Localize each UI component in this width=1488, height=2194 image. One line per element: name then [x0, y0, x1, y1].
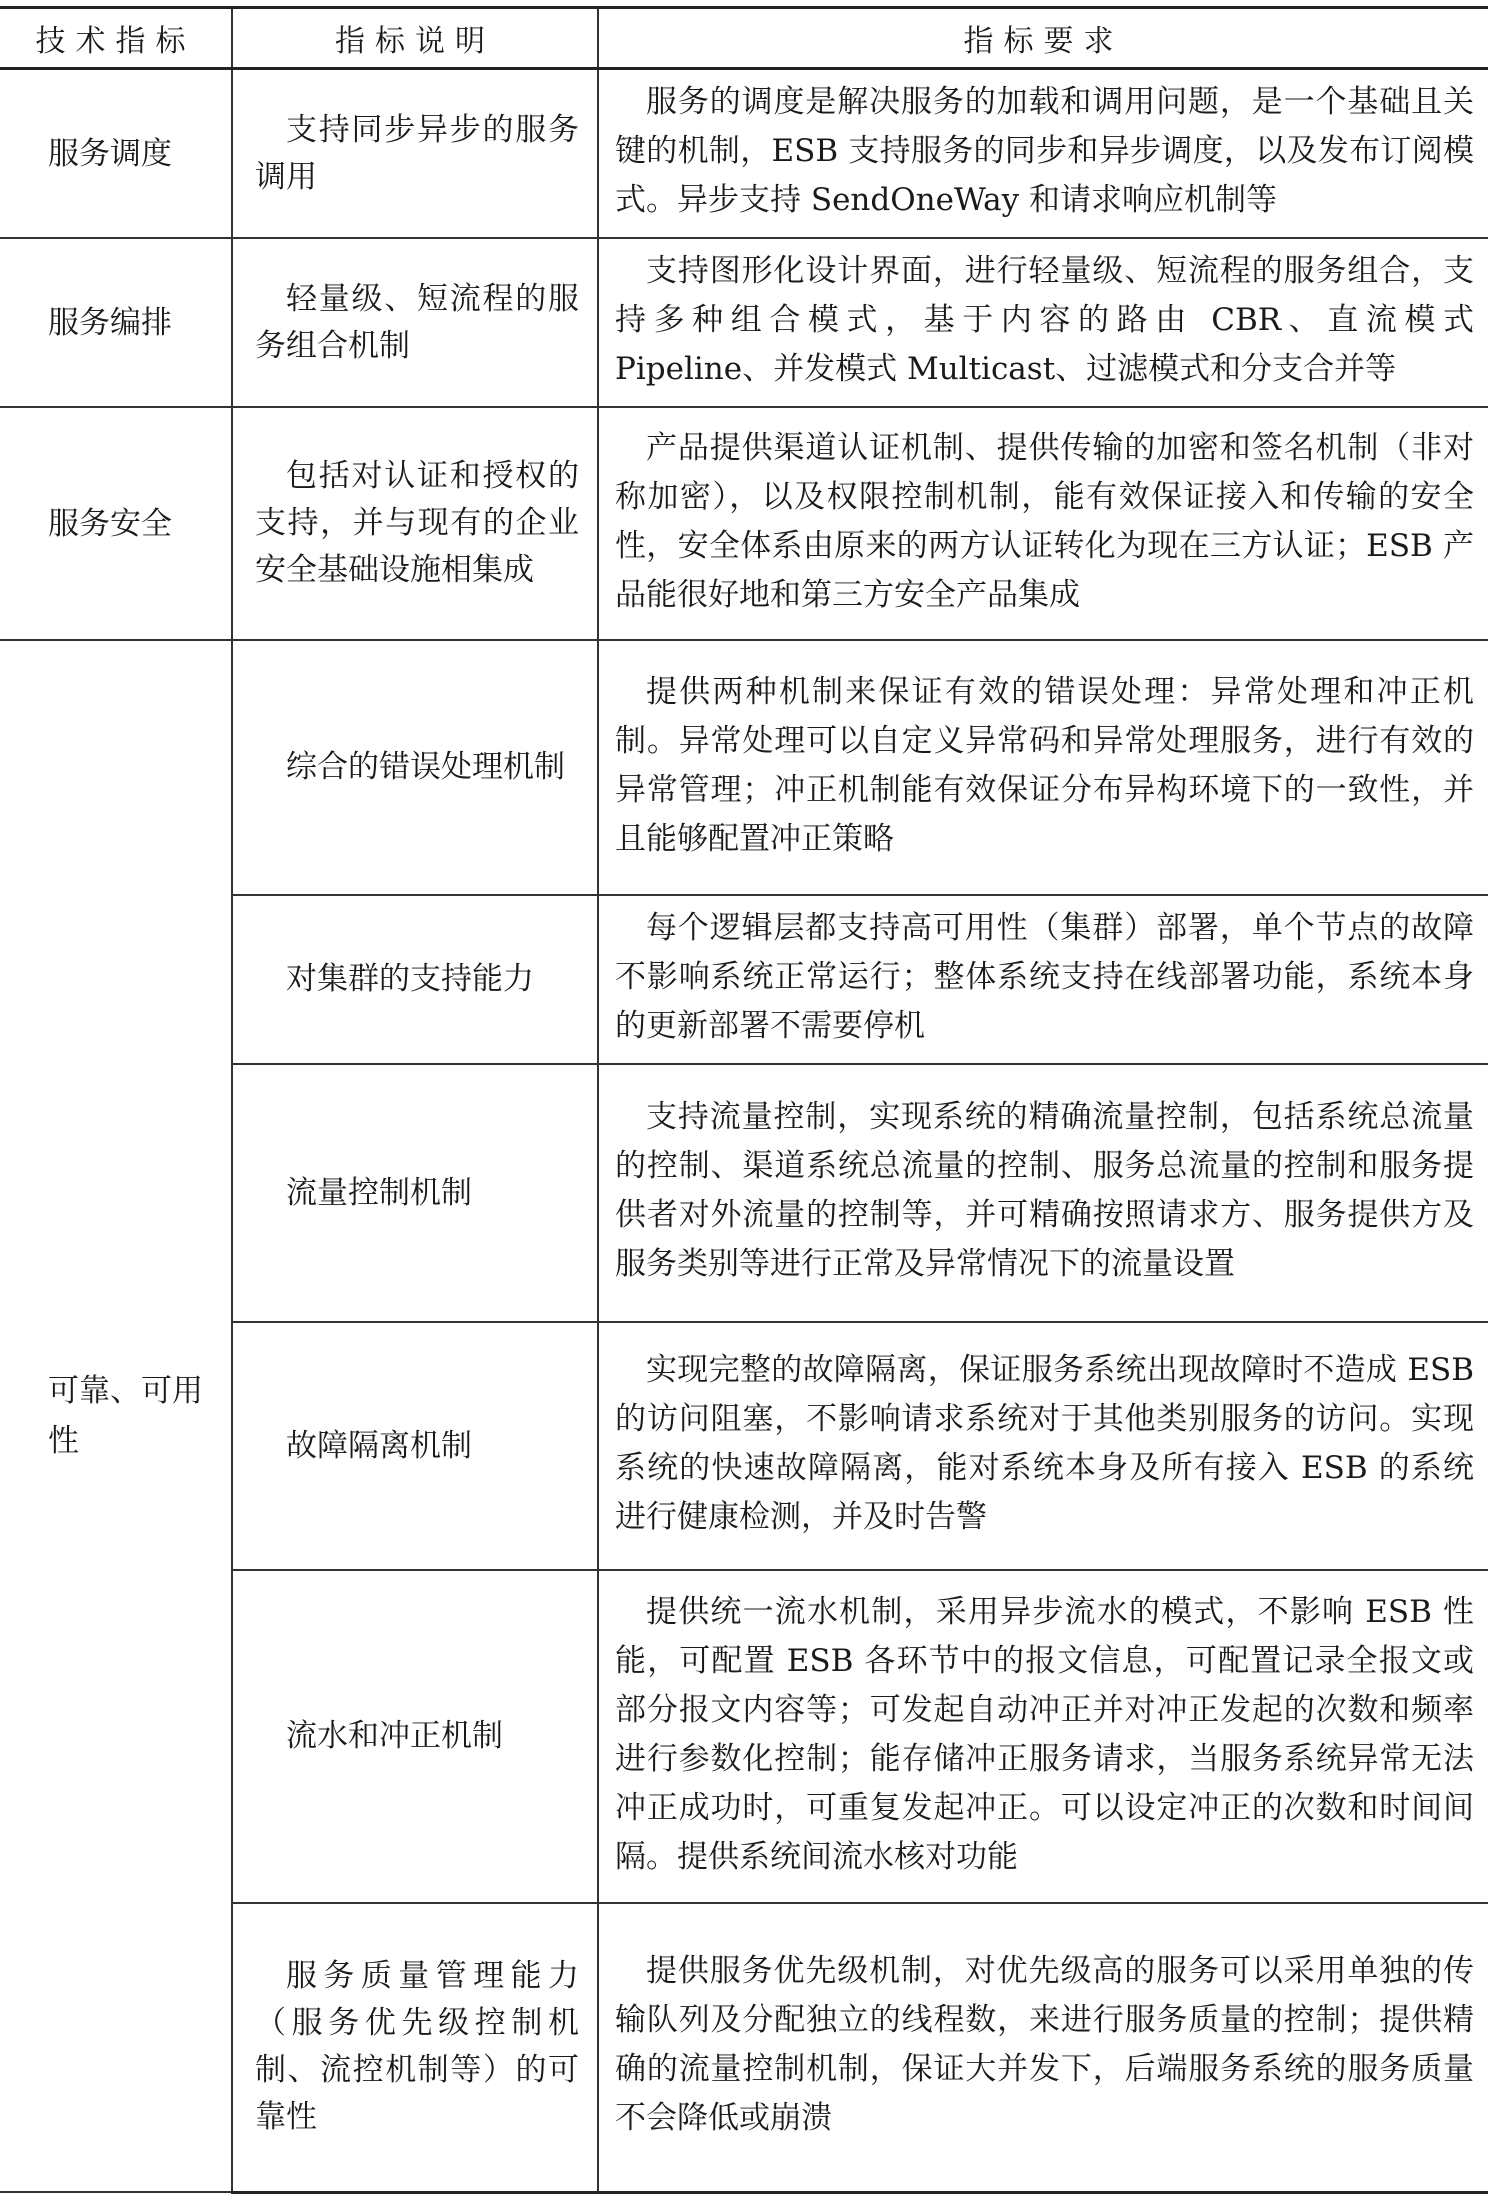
- table-header-row: [0, 8, 1488, 69]
- table-row: [0, 640, 1488, 895]
- row-description: 综合的错误处理机制: [232, 640, 598, 895]
- row-category: 服务调度: [0, 69, 232, 239]
- row-category: 可靠、可用性: [0, 640, 232, 2192]
- table-row: [0, 238, 1488, 407]
- row-description: 包括对认证和授权的支持，并与现有的企业安全基础设施相集成: [232, 407, 598, 640]
- header-requirement: 指标要求: [598, 8, 1488, 69]
- row-requirement: 支持图形化设计界面，进行轻量级、短流程的服务组合，支持多种组合模式，基于内容的路由 CBR、直流模式 Pipeline、并发模式 Multicast、过滤模式和分支合并等: [598, 238, 1488, 407]
- row-requirement: 实现完整的故障隔离，保证服务系统出现故障时不造成 ESB 的访问阻塞，不影响请求系统对于其他类别服务的访问。实现系统的快速故障隔离，能对系统本身及所有接入 ESB 的系统进行健康检测，并及时告警: [598, 1322, 1488, 1570]
- row-description: 支持同步异步的服务调用: [232, 69, 598, 239]
- row-description: 故障隔离机制: [232, 1322, 598, 1570]
- table-row: [0, 407, 1488, 640]
- row-description: 流量控制机制: [232, 1064, 598, 1322]
- row-requirement: 每个逻辑层都支持高可用性（集群）部署，单个节点的故障不影响系统正常运行；整体系统支持在线部署功能，系统本身的更新部署不需要停机: [598, 895, 1488, 1064]
- row-description: 轻量级、短流程的服务组合机制: [232, 238, 598, 407]
- table-row: [0, 69, 1488, 239]
- row-requirement: 服务的调度是解决服务的加载和调用问题，是一个基础且关键的机制，ESB 支持服务的同步和异步调度，以及发布订阅模式。异步支持 SendOneWay 和请求响应机制等: [598, 69, 1488, 239]
- header-description: 指标说明: [232, 8, 598, 69]
- row-requirement: 产品提供渠道认证机制、提供传输的加密和签名机制（非对称加密），以及权限控制机制，能有效保证接入和传输的安全性，安全体系由原来的两方认证转化为现在三方认证；ESB 产品能很好地和第三方安全产品集成: [598, 407, 1488, 640]
- row-requirement: 提供服务优先级机制，对优先级高的服务可以采用单独的传输队列及分配独立的线程数，来进行服务质量的控制；提供精确的流量控制机制，保证大并发下，后端服务系统的服务质量不会降低或崩溃: [598, 1903, 1488, 2192]
- row-description: 服务质量管理能力（服务优先级控制机制、流控机制等）的可靠性: [232, 1903, 598, 2192]
- row-category: 服务安全: [0, 407, 232, 640]
- row-description: 对集群的支持能力: [232, 895, 598, 1064]
- row-category: 服务编排: [0, 238, 232, 407]
- row-requirement: 提供两种机制来保证有效的错误处理：异常处理和冲正机制。异常处理可以自定义异常码和异常处理服务，进行有效的异常管理；冲正机制能有效保证分布异构环境下的一致性，并且能够配置冲正策略: [598, 640, 1488, 895]
- header-category: 技术指标: [0, 8, 232, 69]
- row-requirement: 支持流量控制，实现系统的精确流量控制，包括系统总流量的控制、渠道系统总流量的控制、服务总流量的控制和服务提供者对外流量的控制等，并可精确按照请求方、服务提供方及服务类别等进行正常及异常情况下的流量设置: [598, 1064, 1488, 1322]
- row-description: 流水和冲正机制: [232, 1570, 598, 1903]
- indicator-table: [0, 6, 1488, 2194]
- row-requirement: 提供统一流水机制，采用异步流水的模式，不影响 ESB 性能，可配置 ESB 各环节中的报文信息，可配置记录全报文或部分报文内容等；可发起自动冲正并对冲正发起的次数和频率进行参数化控制；能存储冲正服务请求，当服务系统异常无法冲正成功时，可重复发起冲正。可以设定冲正的次数和时间间隔。提供系统间流水核对功能: [598, 1570, 1488, 1903]
